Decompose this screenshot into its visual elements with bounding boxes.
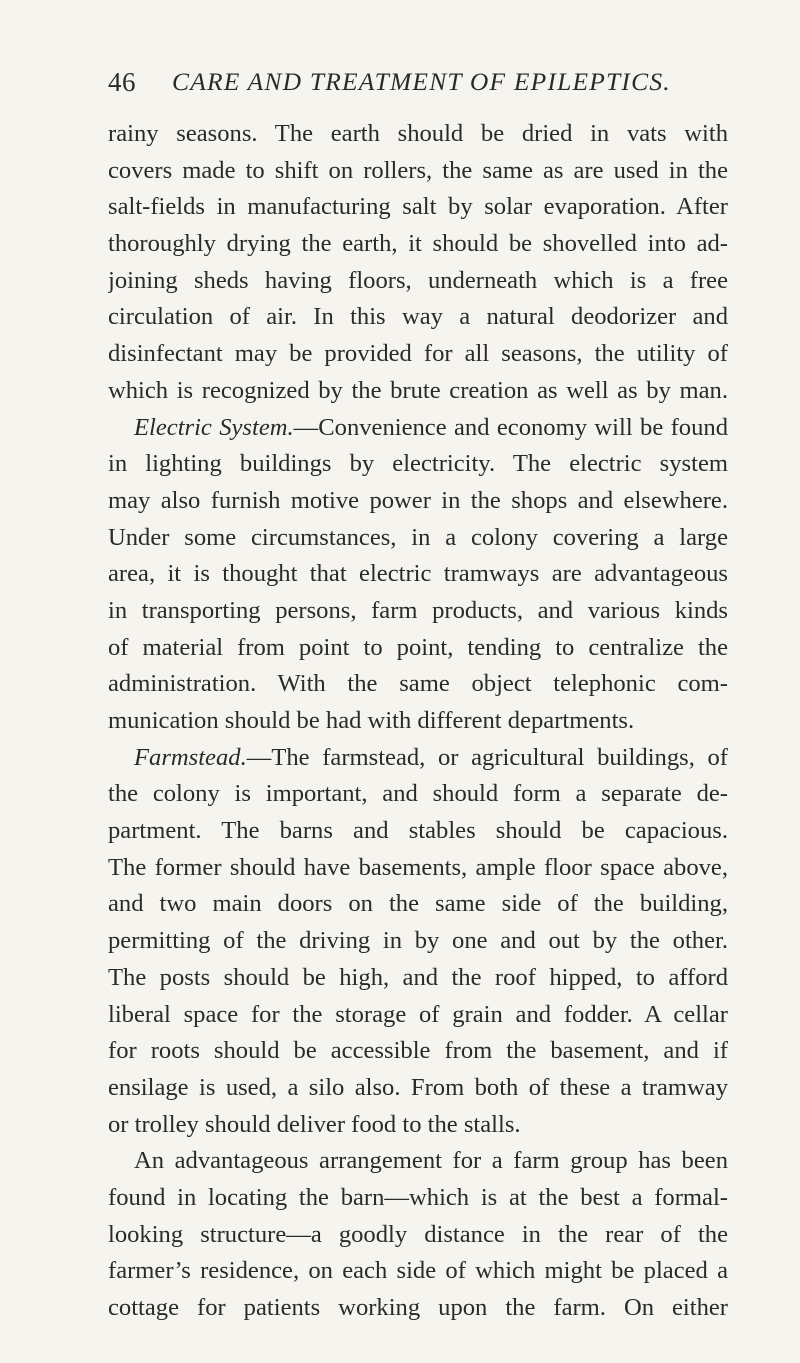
text-line: Under some circumstances, in a colony covering a large bbox=[108, 523, 728, 551]
body-text bbox=[108, 116, 728, 1327]
text-line: cottage for patients working upon the farm. On either bbox=[108, 1294, 728, 1321]
text-line: circulation of air. In this way a natural deodorizer and bbox=[108, 303, 728, 331]
text-line: permitting of the driving in by one and out by the other. bbox=[108, 927, 728, 955]
section-heading-electric-system: Electric System. bbox=[134, 413, 294, 441]
text-line: may also furnish motive power in the shops and elsewhere. bbox=[108, 486, 728, 514]
text-line: the colony is important, and should form a separate de- bbox=[108, 780, 728, 808]
text-line: covers made to shift on rollers, the same as are used in the bbox=[108, 156, 728, 184]
text-line: which is recognized by the brute creation as well as by man. bbox=[108, 376, 728, 404]
running-title: CARE AND TREATMENT OF EPILEPTICS. bbox=[172, 67, 671, 96]
text-line: in lighting buildings by electricity. The electric system bbox=[108, 450, 728, 478]
text-line: partment. The barns and stables should be capacious. bbox=[108, 817, 728, 845]
text-line: ensilage is used, a silo also. From both of these a tramway bbox=[108, 1073, 728, 1101]
text-line: salt-fields in manufacturing salt by solar evaporation. After bbox=[108, 193, 728, 221]
paragraph-farmstead-first-line bbox=[108, 740, 728, 777]
text-line: looking structure—a goodly distance in the rear of the bbox=[108, 1220, 728, 1248]
text-line: rainy seasons. The earth should be dried in vats with bbox=[108, 120, 728, 147]
text-line: farmer’s residence, on each side of which might be placed a bbox=[108, 1257, 728, 1285]
text-line: The former should have basements, ample floor space above, bbox=[108, 853, 728, 881]
text-line: administration. With the same object telephonic com- bbox=[108, 670, 728, 698]
text-line: for roots should be accessible from the basement, and if bbox=[108, 1037, 728, 1065]
text-line: An advantageous arrangement for a farm group has been bbox=[134, 1147, 728, 1175]
paragraph-electric-system-first-line bbox=[108, 410, 728, 447]
text-line: The posts should be high, and the roof hipped, to afford bbox=[108, 963, 728, 991]
text-line: munication should be had with different departments. bbox=[108, 707, 635, 734]
text-line: in transporting persons, farm products, and various kinds bbox=[108, 596, 728, 624]
text-line: area, it is thought that electric tramways are advantageous bbox=[108, 560, 728, 588]
text-line-continuation: —Convenience and economy will be found bbox=[293, 413, 728, 441]
text-line: of material from point to point, tending to centralize the bbox=[108, 633, 728, 661]
text-line-continuation: —The farmstead, or agricultural buildings, of bbox=[246, 743, 728, 771]
text-line: and two main doors on the same side of the building, bbox=[108, 890, 728, 918]
text-line: or trolley should deliver food to the stalls. bbox=[108, 1110, 521, 1138]
text-line: joining sheds having floors, underneath which is a free bbox=[108, 266, 728, 294]
text-line: liberal space for the storage of grain and fodder. A cellar bbox=[108, 1000, 728, 1028]
section-heading-farmstead: Farmstead. bbox=[134, 743, 247, 771]
text-line: thoroughly drying the earth, it should be shovelled into ad- bbox=[108, 230, 728, 258]
text-line: disinfectant may be provided for all seasons, the utility of bbox=[108, 340, 728, 368]
text-line: found in locating the barn—which is at the best a formal- bbox=[108, 1183, 728, 1211]
page-header bbox=[108, 62, 708, 102]
page-number: 46 bbox=[108, 67, 136, 97]
